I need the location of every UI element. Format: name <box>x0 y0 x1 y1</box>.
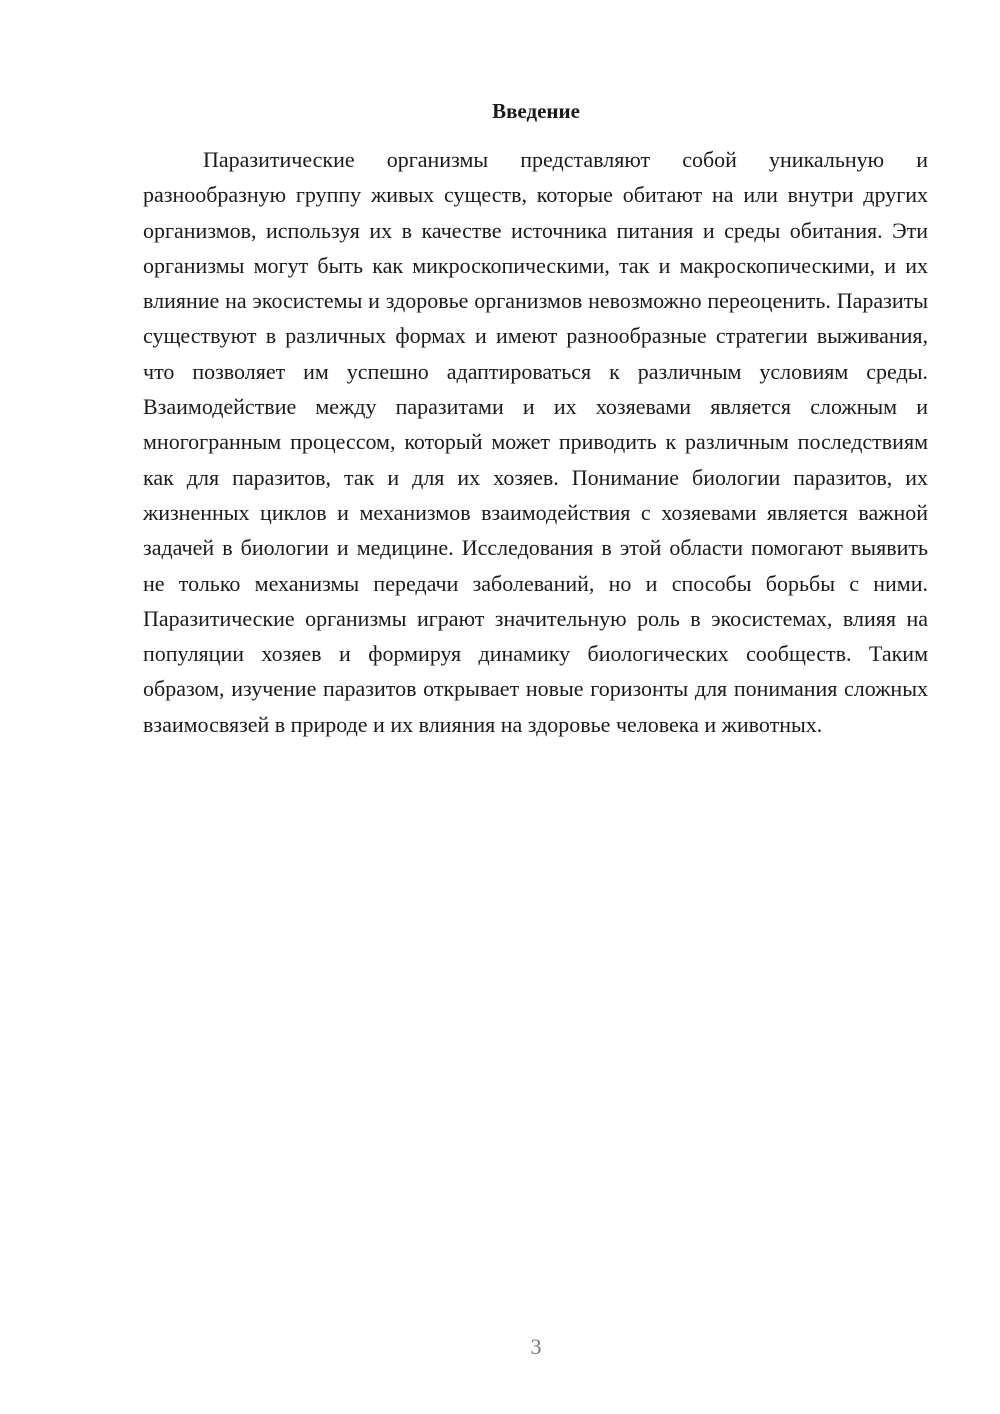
body-paragraph: Паразитические организмы представляют собой уникальную и разнообразную группу живых существ, которые обитают на или внутри других организмов, используя их в качестве источника питания и среды обитания. Эти организмы могут быть как микроскопическими, так и макроскопическими, и их влияние на экосистемы и здоровье организмов невозможно переоценить. Паразиты существуют в различных формах и имеют разнообразные стратегии выживания, что позволяет им успешно адаптироваться к различным условиям среды. Взаимодействие между паразитами и их хозяевами является сложным и многогранным процессом, который может приводить к различным последствиям как для паразитов, так и для их хозяев. Понимание биологии паразитов, их жизненных циклов и механизмов взаимодействия с хозяевами является важной задачей в биологии и медицине. Исследования в этой области помогают выявить не только механизмы передачи заболеваний, но и способы борьбы с ними. Паразитические организмы играют значительную роль в экосистемах, влияя на популяции хозяев и формируя динамику биологических сообществ. Таким образом, изучение паразитов открывает новые горизонты для понимания сложных взаимосвязей в природе и их влияния на здоровье человека и животных. <box>143 147 928 737</box>
page-number: 3 <box>530 1334 542 1359</box>
section-heading: Введение <box>492 99 580 123</box>
